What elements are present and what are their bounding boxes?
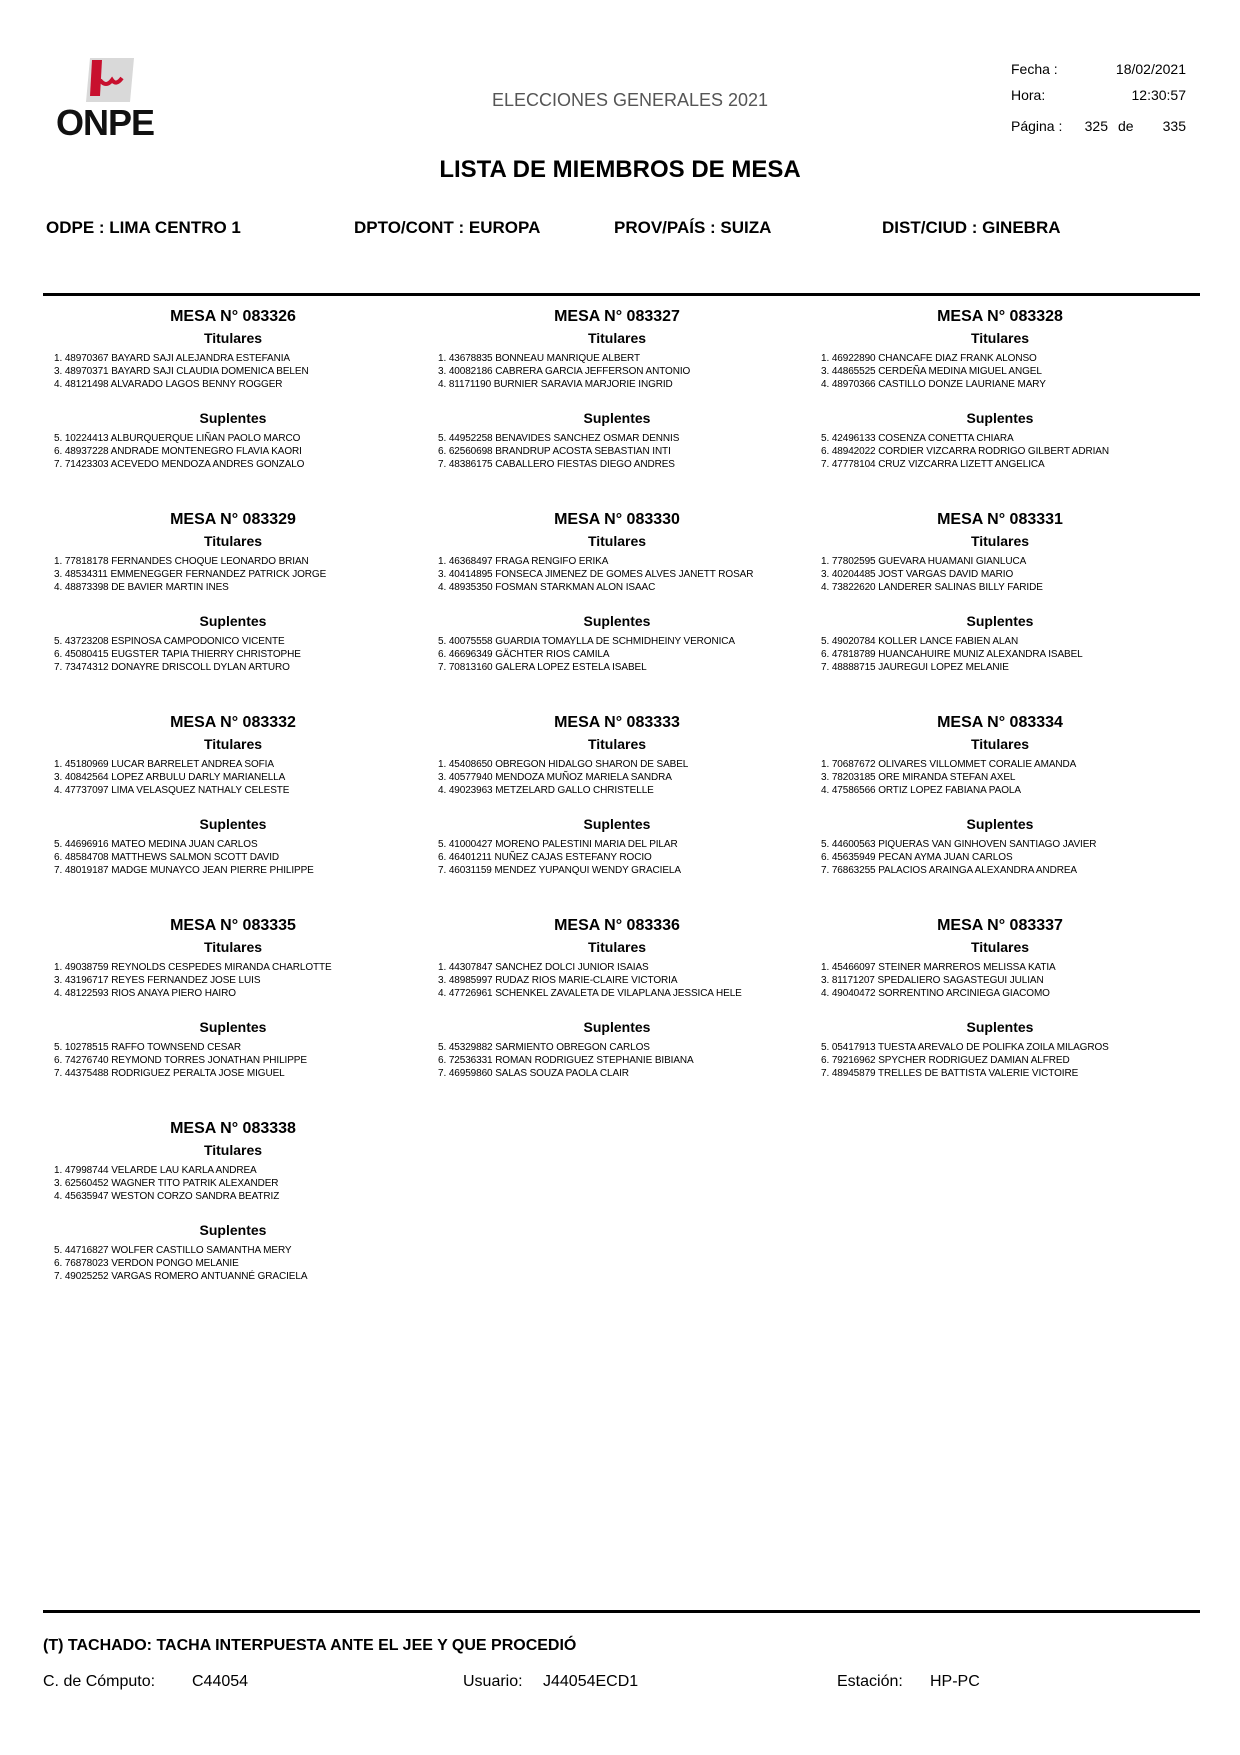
member-entry: 7. 73474312 DONAYRE DRISCOLL DYLAN ARTURO	[54, 662, 290, 673]
mesa-block	[43, 712, 423, 877]
hora-label: Hora:	[1011, 87, 1046, 103]
member-entry: 7. 47778104 CRUZ VIZCARRA LIZETT ANGELICA	[821, 459, 1045, 470]
hora-value: 12:30:57	[1131, 87, 1186, 103]
bottom-divider	[43, 1610, 1200, 1613]
member-entry: 1. 45408650 OBREGON HIDALGO SHARON DE SABEL	[438, 759, 689, 770]
suplentes-heading: Suplentes	[583, 410, 651, 426]
suplentes-heading: Suplentes	[583, 613, 651, 629]
member-entry: 5. 40075558 GUARDIA TOMAYLLA DE SCHMIDHEINY VERONICA	[438, 636, 735, 647]
odpe-field: ODPE : LIMA CENTRO 1	[46, 218, 241, 237]
pagina-value: 325	[1084, 118, 1108, 134]
member-entry: 5. 10224413 ALBURQUERQUE LIÑAN PAOLO MARCO	[54, 433, 301, 444]
top-divider	[43, 293, 1200, 296]
titulares-heading: Titulares	[203, 939, 263, 955]
mesa-title: MESA N° 083328	[937, 308, 1063, 325]
member-entry: 7. 76863255 PALACIOS ARAINGA ALEXANDRA ANDREA	[821, 865, 1078, 876]
titulares-list	[810, 555, 1190, 594]
titulares-list	[43, 352, 423, 391]
spacer	[43, 391, 423, 408]
mesa-title: MESA N° 083327	[554, 308, 680, 325]
member-entry: 4. 73822620 LANDERER SALINAS BILLY FARIDE	[821, 582, 1043, 593]
member-entry: 3. 48985997 RUDAZ RIOS MARIE-CLAIRE VICTORIA	[438, 975, 678, 986]
suplentes-heading: Suplentes	[966, 1019, 1034, 1035]
member-entry: 4. 47726961 SCHENKEL ZAVALETA DE VILAPLANA JESSICA HELE	[438, 988, 742, 999]
member-entry: 5. 44696916 MATEO MEDINA JUAN CARLOS	[54, 839, 258, 850]
member-entry: 4. 81171190 BURNIER SARAVIA MARJORIE INGRID	[438, 379, 673, 390]
member-entry: 6. 48584708 MATTHEWS SALMON SCOTT DAVID	[54, 852, 280, 863]
suplentes-heading: Suplentes	[583, 816, 651, 832]
member-entry: 3. 44865525 CERDEÑA MEDINA MIGUEL ANGEL	[821, 366, 1042, 377]
de-label: de	[1118, 118, 1134, 134]
mesa-block	[427, 306, 807, 471]
member-entry: 7. 48019187 MADGE MUNAYCO JEAN PIERRE PHILIPPE	[54, 865, 314, 876]
member-entry: 5. 41000427 MORENO PALESTINI MARIA DEL PILAR	[438, 839, 678, 850]
titulares-list	[43, 961, 423, 1000]
member-entry: 1. 49038759 REYNOLDS CESPEDES MIRANDA CHARLOTTE	[54, 962, 332, 973]
dist-field: DIST/CIUD : GINEBRA	[882, 218, 1061, 237]
member-entry: 6. 79216962 SPYCHER RODRIGUEZ DAMIAN ALFRED	[821, 1055, 1070, 1066]
suplentes-heading: Suplentes	[966, 613, 1034, 629]
suplentes-list	[43, 1244, 423, 1283]
mesa-block	[810, 306, 1190, 471]
member-entry: 4. 48935350 FOSMAN STARKMAN ALON ISAAC	[438, 582, 656, 593]
member-entry: 6. 46696349 GÄCHTER RIOS CAMILA	[438, 649, 610, 660]
suplentes-list	[427, 1041, 807, 1080]
member-entry: 1. 77802595 GUEVARA HUAMANI GIANLUCA	[821, 556, 1027, 567]
member-entry: 1. 45180969 LUCAR BARRELET ANDREA SOFIA	[54, 759, 274, 770]
mesa-title: MESA N° 083336	[554, 917, 680, 934]
mesa-title: MESA N° 083329	[170, 511, 296, 528]
election-title: ELECCIONES GENERALES 2021	[491, 90, 769, 110]
titulares-list	[43, 1164, 423, 1203]
member-entry: 1. 48970367 BAYARD SAJI ALEJANDRA ESTEFANIA	[54, 353, 290, 364]
member-entry: 5. 44716827 WOLFER CASTILLO SAMANTHA MERY	[54, 1245, 292, 1256]
spacer	[43, 1000, 423, 1017]
titulares-heading: Titulares	[587, 533, 647, 549]
titulares-heading: Titulares	[587, 939, 647, 955]
member-entry: 6. 46401211 NUÑEZ CAJAS ESTEFANY ROCIO	[438, 852, 652, 863]
computo-value: C44054	[192, 1673, 249, 1690]
member-entry: 6. 72536331 ROMAN RODRIGUEZ STEPHANIE BIBIANA	[438, 1055, 694, 1066]
titulares-list	[810, 961, 1190, 1000]
spacer	[810, 1000, 1190, 1017]
member-entry: 1. 47998744 VELARDE LAU KARLA ANDREA	[54, 1165, 257, 1176]
member-entry: 5. 05417913 TUESTA AREVALO DE POLIFKA ZOILA MILAGROS	[821, 1042, 1109, 1053]
member-entry: 7. 70813160 GALERA LOPEZ ESTELA ISABEL	[438, 662, 647, 673]
member-entry: 6. 62560698 BRANDRUP ACOSTA SEBASTIAN INTI	[438, 446, 671, 457]
mesa-title: MESA N° 083337	[937, 917, 1063, 934]
member-entry: 3. 48534311 EMMENEGGER FERNANDEZ PATRICK JORGE	[54, 569, 327, 580]
mesa-block	[43, 1118, 423, 1283]
titulares-heading: Titulares	[203, 330, 263, 346]
usuario-value: J44054ECD1	[543, 1673, 639, 1690]
spacer	[427, 1000, 807, 1017]
member-entry: 4. 45635947 WESTON CORZO SANDRA BEATRIZ	[54, 1191, 280, 1202]
titulares-list	[810, 758, 1190, 797]
member-entry: 7. 48888715 JAUREGUI LOPEZ MELANIE	[821, 662, 1009, 673]
member-entry: 7. 46959860 SALAS SOUZA PAOLA CLAIR	[438, 1068, 629, 1079]
suplentes-list	[810, 838, 1190, 877]
prov-field: PROV/PAÍS : SUIZA	[614, 218, 772, 237]
spacer	[427, 594, 807, 611]
mesa-title: MESA N° 083331	[937, 511, 1063, 528]
suplentes-list	[43, 838, 423, 877]
titulares-list	[427, 352, 807, 391]
member-entry: 4. 47737097 LIMA VELASQUEZ NATHALY CELESTE	[54, 785, 290, 796]
member-entry: 1. 77818178 FERNANDES CHOQUE LEONARDO BRIAN	[54, 556, 309, 567]
mesa-block	[427, 915, 807, 1080]
spacer	[810, 797, 1190, 814]
member-entry: 3. 40577940 MENDOZA MUÑOZ MARIELA SANDRA	[438, 772, 672, 783]
mesa-block	[810, 915, 1190, 1080]
suplentes-heading: Suplentes	[199, 410, 267, 426]
member-entry: 7. 44375488 RODRIGUEZ PERALTA JOSE MIGUEL	[54, 1068, 285, 1079]
titulares-list	[427, 555, 807, 594]
mesa-title: MESA N° 083334	[937, 714, 1063, 731]
computo-label: C. de Cómputo:	[43, 1673, 156, 1690]
member-entry: 5. 49020784 KOLLER LANCE FABIEN ALAN	[821, 636, 1019, 647]
estacion-value: HP-PC	[930, 1673, 980, 1690]
spacer	[43, 594, 423, 611]
mesa-title: MESA N° 083338	[170, 1120, 296, 1137]
member-entry: 5. 43723208 ESPINOSA CAMPODONICO VICENTE	[54, 636, 285, 647]
titulares-heading: Titulares	[587, 330, 647, 346]
titulares-heading: Titulares	[970, 736, 1030, 752]
mesa-block	[427, 509, 807, 674]
member-entry: 6. 48942022 CORDIER VIZCARRA RODRIGO GILBERT ADRIAN	[821, 446, 1109, 457]
member-entry: 3. 40082186 CABRERA GARCIA JEFFERSON ANTONIO	[438, 366, 691, 377]
estacion-label: Estación:	[837, 1673, 903, 1690]
spacer	[43, 1203, 423, 1220]
suplentes-list	[427, 432, 807, 471]
member-entry: 4. 48121498 ALVARADO LAGOS BENNY ROGGER	[54, 379, 283, 390]
spacer	[427, 797, 807, 814]
member-entry: 3. 78203185 ORE MIRANDA STEFAN AXEL	[821, 772, 1016, 783]
mesa-block	[43, 509, 423, 674]
member-entry: 1. 45466097 STEINER MARREROS MELISSA KATIA	[821, 962, 1056, 973]
mesa-title: MESA N° 083335	[170, 917, 296, 934]
member-entry: 1. 70687672 OLIVARES VILLOMMET CORALIE AMANDA	[821, 759, 1077, 770]
tachado-note: (T) TACHADO: TACHA INTERPUESTA ANTE EL JEE Y QUE PROCEDIÓ	[43, 1637, 577, 1654]
suplentes-list	[427, 838, 807, 877]
suplentes-list	[43, 1041, 423, 1080]
member-entry: 6. 45080415 EUGSTER TAPIA THIERRY CHRISTOPHE	[54, 649, 301, 660]
suplentes-heading: Suplentes	[199, 1222, 267, 1238]
suplentes-heading: Suplentes	[199, 1019, 267, 1035]
mesa-block	[43, 306, 423, 471]
suplentes-heading: Suplentes	[966, 816, 1034, 832]
spacer	[43, 797, 423, 814]
member-entry: 4. 48122593 RIOS ANAYA PIERO HAIRO	[54, 988, 236, 999]
titulares-heading: Titulares	[203, 1142, 263, 1158]
spacer	[810, 594, 1190, 611]
suplentes-heading: Suplentes	[966, 410, 1034, 426]
member-entry: 5. 10278515 RAFFO TOWNSEND CESAR	[54, 1042, 242, 1053]
mesa-block	[810, 712, 1190, 877]
mesa-title: MESA N° 083326	[170, 308, 296, 325]
member-entry: 7. 48945879 TRELLES DE BATTISTA VALERIE VICTOIRE	[821, 1068, 1079, 1079]
member-entry: 5. 44600563 PIQUERAS VAN GINHOVEN SANTIAGO JAVIER	[821, 839, 1097, 850]
mesa-title: MESA N° 083332	[170, 714, 296, 731]
member-entry: 3. 40204485 JOST VARGAS DAVID MARIO	[821, 569, 1014, 580]
mesa-title: MESA N° 083330	[554, 511, 680, 528]
member-entry: 3. 48970371 BAYARD SAJI CLAUDIA DOMENICA BELEN	[54, 366, 309, 377]
member-entry: 3. 81171207 SPEDALIERO SAGASTEGUI JULIAN	[821, 975, 1044, 986]
titulares-heading: Titulares	[203, 533, 263, 549]
page-title: LISTA DE MIEMBROS DE MESA	[439, 156, 801, 183]
titulares-list	[43, 758, 423, 797]
titulares-list	[810, 352, 1190, 391]
suplentes-list	[810, 1041, 1190, 1080]
suplentes-heading: Suplentes	[583, 1019, 651, 1035]
member-entry: 5. 42496133 COSENZA CONETTA CHIARA	[821, 433, 1014, 444]
suplentes-heading: Suplentes	[199, 613, 267, 629]
titulares-heading: Titulares	[970, 939, 1030, 955]
titulares-list	[427, 758, 807, 797]
member-entry: 1. 43678835 BONNEAU MANRIQUE ALBERT	[438, 353, 640, 364]
mesa-block	[810, 509, 1190, 674]
spacer	[427, 391, 807, 408]
member-entry: 5. 45329882 SARMIENTO OBREGON CARLOS	[438, 1042, 650, 1053]
spacer	[810, 391, 1190, 408]
mesa-block	[427, 712, 807, 877]
suplentes-list	[810, 635, 1190, 674]
mesa-title: MESA N° 083333	[554, 714, 680, 731]
member-entry: 7. 48386175 CABALLERO FIESTAS DIEGO ANDRES	[438, 459, 675, 470]
member-entry: 6. 76878023 VERDON PONGO MELANIE	[54, 1258, 239, 1269]
total-pages: 335	[1162, 118, 1186, 134]
member-entry: 1. 46922890 CHANCAFE DIAZ FRANK ALONSO	[821, 353, 1037, 364]
suplentes-heading: Suplentes	[199, 816, 267, 832]
member-entry: 7. 49025252 VARGAS ROMERO ANTUANNÉ GRACIELA	[54, 1271, 308, 1282]
member-entry: 3. 43196717 REYES FERNANDEZ JOSE LUIS	[54, 975, 261, 986]
member-entry: 6. 45635949 PECAN AYMA JUAN CARLOS	[821, 852, 1013, 863]
usuario-label: Usuario:	[463, 1673, 523, 1690]
member-entry: 1. 44307847 SANCHEZ DOLCI JUNIOR ISAIAS	[438, 962, 649, 973]
member-entry: 5. 44952258 BENAVIDES SANCHEZ OSMAR DENNIS	[438, 433, 680, 444]
member-entry: 6. 74276740 REYMOND TORRES JONATHAN PHILIPPE	[54, 1055, 307, 1066]
member-entry: 3. 62560452 WAGNER TITO PATRIK ALEXANDER	[54, 1178, 279, 1189]
titulares-heading: Titulares	[203, 736, 263, 752]
member-entry: 3. 40842564 LOPEZ ARBULU DARLY MARIANELLA	[54, 772, 286, 783]
member-entry: 4. 49040472 SORRENTINO ARCINIEGA GIACOMO	[821, 988, 1050, 999]
suplentes-list	[43, 432, 423, 471]
titulares-list	[427, 961, 807, 1000]
member-entry: 4. 48970366 CASTILLO DONZE LAURIANE MARY	[821, 379, 1046, 390]
titulares-list	[43, 555, 423, 594]
titulares-heading: Titulares	[587, 736, 647, 752]
member-entry: 7. 71423303 ACEVEDO MENDOZA ANDRES GONZALO	[54, 459, 305, 470]
logo-wordmark: ONPE	[56, 102, 155, 143]
member-entry: 1. 46368497 FRAGA RENGIFO ERIKA	[438, 556, 609, 567]
mesa-block	[43, 915, 423, 1080]
member-entry: 4. 49023963 METZELARD GALLO CHRISTELLE	[438, 785, 654, 796]
titulares-heading: Titulares	[970, 330, 1030, 346]
suplentes-list	[810, 432, 1190, 471]
member-entry: 4. 47586566 ORTIZ LOPEZ FABIANA PAOLA	[821, 785, 1021, 796]
member-entry: 7. 46031159 MENDEZ YUPANQUI WENDY GRACIELA	[438, 865, 681, 876]
dpto-field: DPTO/CONT : EUROPA	[354, 218, 541, 237]
suplentes-list	[427, 635, 807, 674]
member-entry: 4. 48873398 DE BAVIER MARTIN INES	[54, 582, 229, 593]
fecha-value: 18/02/2021	[1115, 61, 1186, 77]
member-entry: 6. 48937228 ANDRADE MONTENEGRO FLAVIA KAORI	[54, 446, 302, 457]
pagina-label: Página :	[1011, 118, 1063, 134]
member-entry: 3. 40414895 FONSECA JIMENEZ DE GOMES ALVES JANETT ROSAR	[438, 569, 754, 580]
ballot-hand-icon	[86, 58, 134, 102]
member-entry: 6. 47818789 HUANCAHUIRE MUNIZ ALEXANDRA ISABEL	[821, 649, 1083, 660]
fecha-label: Fecha :	[1011, 61, 1058, 77]
titulares-heading: Titulares	[970, 533, 1030, 549]
suplentes-list	[43, 635, 423, 674]
